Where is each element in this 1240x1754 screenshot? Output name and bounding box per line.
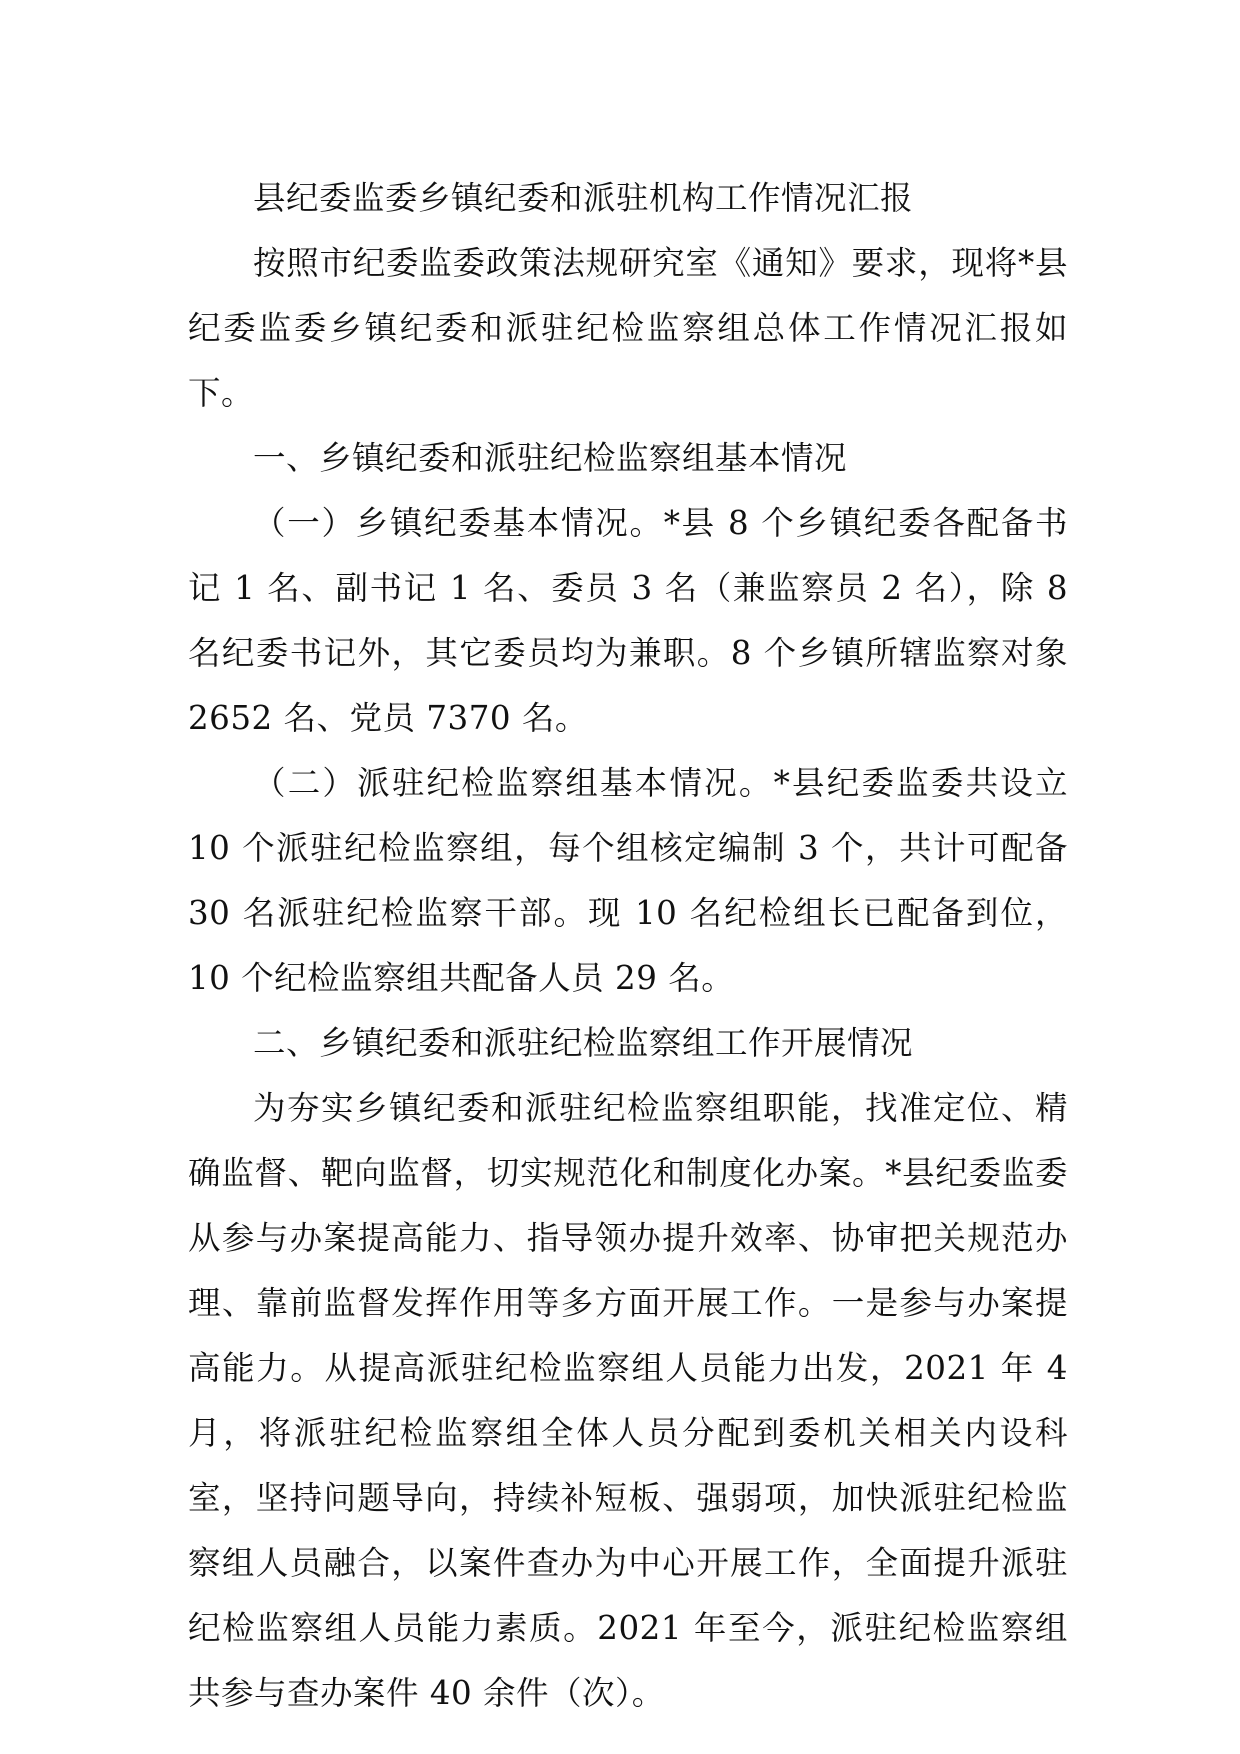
section-heading-1: 一、乡镇纪委和派驻纪检监察组基本情况 xyxy=(253,439,848,477)
paragraph-intro: 按照市纪委监委政策法规研究室《通知》要求，现将*县纪委监委乡镇纪委和派驻纪检监察组总体工作情况汇报如下。 xyxy=(188,244,1068,412)
section-heading-2: 二、乡镇纪委和派驻纪检监察组工作开展情况 xyxy=(253,1024,914,1062)
paragraph-township-commission: （一）乡镇纪委基本情况。*县 8 个乡镇纪委各配备书记 1 名、副书记 1 名、委员 3 名（兼监察员 2 名），除 8 名纪委书记外，其它委员均为兼职。8 个乡镇所辖监察对象 2652 名、党员 7370 名。 xyxy=(188,504,1068,737)
document-title: 县纪委监委乡镇纪委和派驻机构工作情况汇报 xyxy=(253,179,914,217)
paragraph-work-progress: 为夯实乡镇纪委和派驻纪检监察组职能，找准定位、精确监督、靶向监督，切实规范化和制度化办案。*县纪委监委从参与办案提高能力、指导领办提升效率、协审把关规范办理、靠前监督发挥作用等多方面开展工作。一是参与办案提高能力。从提高派驻纪检监察组人员能力出发，2021 年 4 月，将派驻纪检监察组全体人员分配到委机关相关内设科室，坚持问题导向，持续补短板、强弱项，加快派驻纪检监察组人员融合，以案件查办为中心开展工作，全面提升派驻纪检监察组人员能力素质。2021 年至今，派驻纪检监察组共参与查办案件 40 余件（次）。 xyxy=(188,1089,1068,1712)
paragraph-dispatched-groups: （二）派驻纪检监察组基本情况。*县纪委监委共设立 10 个派驻纪检监察组，每个组核定编制 3 个，共计可配备 30 名派驻纪检监察干部。现 10 名纪检组长已配备到位，10 个纪检监察组共配备人员 29 名。 xyxy=(188,764,1068,997)
document-page xyxy=(188,166,1068,1726)
